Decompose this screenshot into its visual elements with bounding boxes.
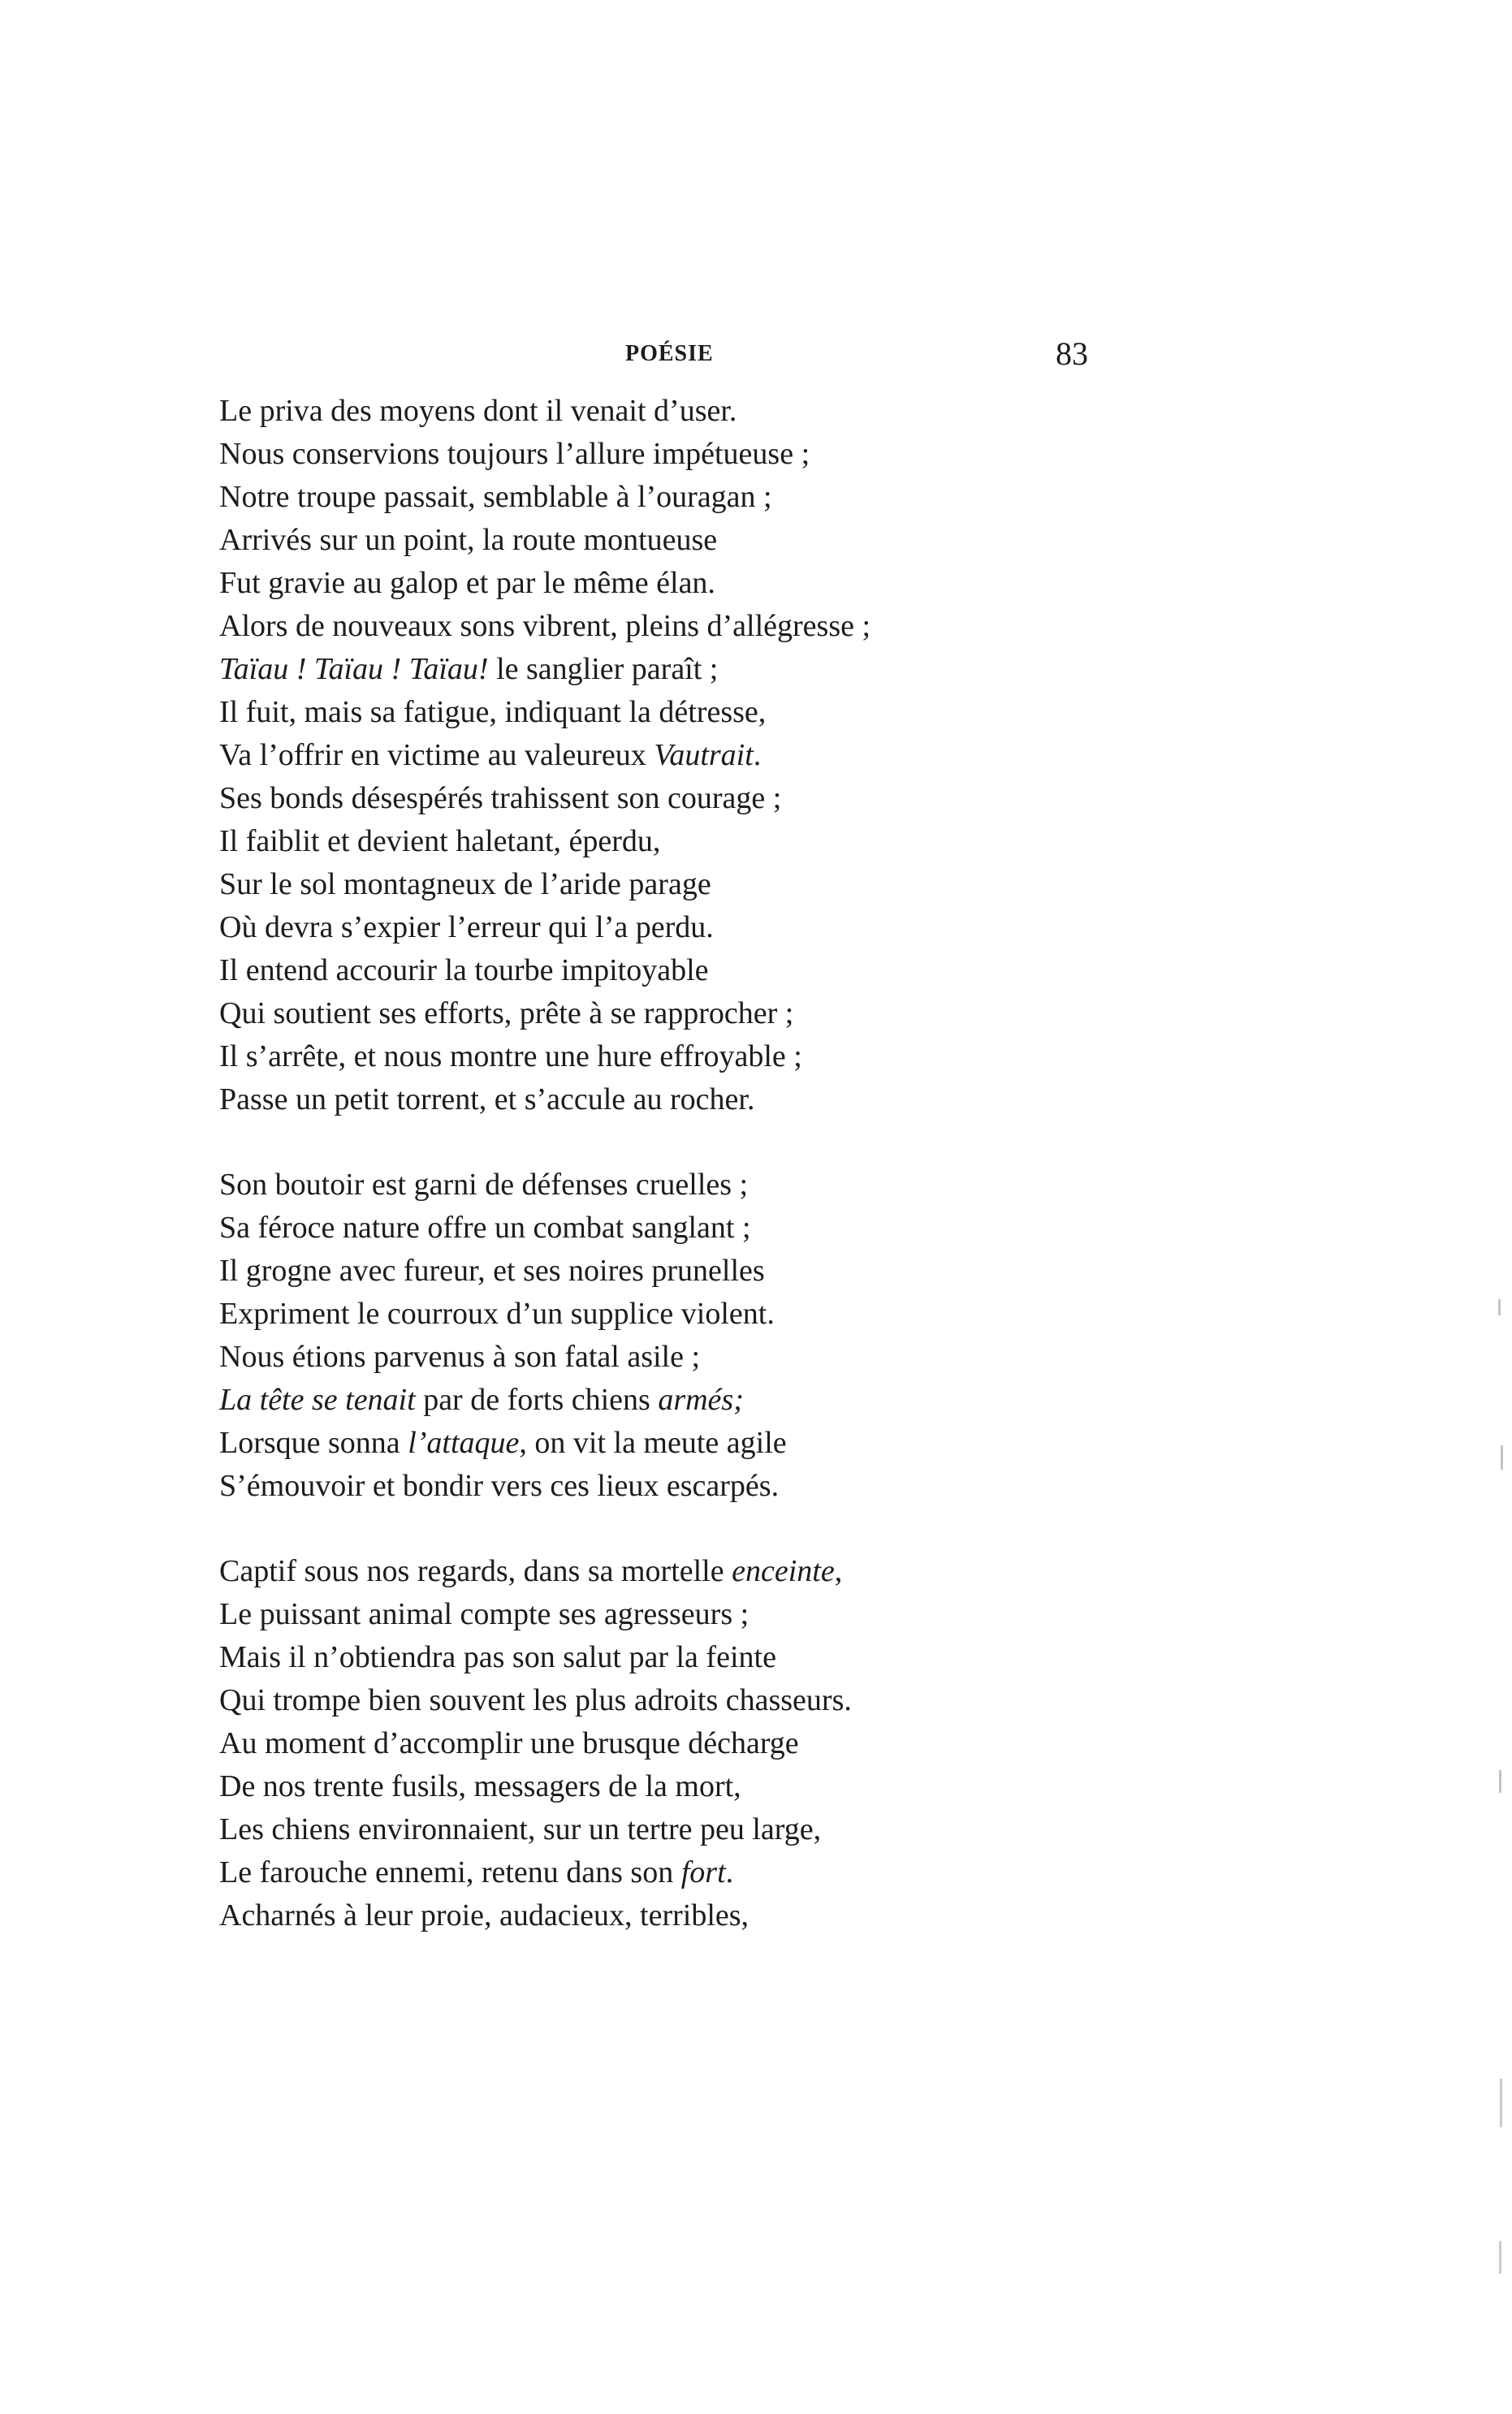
poem-line: [219, 820, 1031, 863]
page-number: 83: [1056, 335, 1088, 372]
text-segment: De nos trente fusils, messagers de la mort,: [219, 1769, 741, 1803]
text-segment: Il fuit, mais sa fatigue, indiquant la détresse,: [219, 695, 767, 729]
text-segment: Au moment d’accomplir une brusque décharge: [219, 1726, 799, 1760]
text-segment: Les chiens environnaient, sur un tertre peu large,: [219, 1812, 822, 1846]
poem-line: [219, 1336, 1031, 1379]
poem-line: [219, 949, 1031, 992]
poem-line: [219, 390, 1031, 433]
text-segment: Sur le sol montagneux de l’aride parage: [219, 867, 711, 901]
text-segment: Il s’arrête, et nous montre une hure effroyable ;: [219, 1039, 802, 1073]
poem-line: [219, 1679, 1031, 1722]
text-segment: Qui soutient ses efforts, prête à se rapprocher ;: [219, 996, 794, 1030]
text-segment: Le puissant animal compte ses agresseurs ;: [219, 1597, 750, 1631]
poem-line: [219, 476, 1031, 519]
text-segment: par de forts chiens: [415, 1383, 659, 1417]
text-segment: Arrivés sur un point, la route montueuse: [219, 523, 718, 557]
poem-line: [219, 1894, 1031, 1937]
text-segment: Il grogne avec fureur, et ses noires prunelles: [219, 1254, 765, 1288]
text-segment: Où devra s’expier l’erreur qui l’a perdu.: [219, 910, 714, 944]
page-header: [0, 335, 1512, 390]
text-segment: .: [725, 1855, 734, 1889]
poem-line: [219, 906, 1031, 949]
text-segment: Qui trompe bien souvent les plus adroits chasseurs.: [219, 1683, 852, 1717]
italic-segment: enceinte: [732, 1554, 835, 1588]
poem-line: [219, 1035, 1031, 1078]
text-segment: Le priva des moyens dont il venait d’user.: [219, 394, 737, 428]
poem-line: [219, 777, 1031, 820]
text-segment: Sa féroce nature offre un combat sanglant ;: [219, 1211, 751, 1245]
scan-mark: [1501, 1445, 1503, 1470]
poem-line: [219, 1207, 1031, 1250]
poem-line: [219, 1808, 1031, 1851]
poem-line: [219, 519, 1031, 562]
scan-mark: [1499, 1770, 1501, 1793]
text-segment: .: [753, 738, 762, 772]
italic-segment: La tête se tenait: [219, 1383, 416, 1417]
running-title: POÉSIE: [625, 341, 714, 366]
poem-line: [219, 734, 1031, 777]
text-segment: Lorsque sonna: [219, 1426, 408, 1460]
poem-line: [219, 433, 1031, 476]
poem-line: [219, 1250, 1031, 1293]
poem-line: [219, 1379, 1031, 1422]
italic-segment: l’attaque: [408, 1426, 520, 1460]
stanza: [219, 1550, 1031, 1937]
poem-line: [219, 992, 1031, 1035]
text-segment: Il faiblit et devient haletant, éperdu,: [219, 824, 661, 858]
poem-body: [219, 390, 1031, 1937]
poem-line: [219, 1765, 1031, 1808]
scan-mark: [1498, 1299, 1501, 1315]
text-segment: Le farouche ennemi, retenu dans son: [219, 1855, 681, 1889]
text-segment: Mais il n’obtiendra pas son salut par la feinte: [219, 1640, 776, 1674]
text-segment: Il entend accourir la tourbe impitoyable: [219, 953, 709, 987]
text-segment: Son boutoir est garni de défenses cruelles ;: [219, 1168, 749, 1202]
poem-line: [219, 648, 1031, 691]
poem-line: [219, 1636, 1031, 1679]
text-segment: Acharnés à leur proie, audacieux, terribles,: [219, 1898, 750, 1932]
poem-line: [219, 1851, 1031, 1894]
poem-line: [219, 562, 1031, 605]
italic-segment: fort: [680, 1855, 726, 1889]
poem-line: [219, 605, 1031, 648]
scan-mark: [1500, 2079, 1502, 2127]
text-segment: Ses bonds désespérés trahissent son courage ;: [219, 781, 782, 815]
text-segment: Passe un petit torrent, et s’accule au rocher.: [219, 1082, 755, 1116]
text-segment: Expriment le courroux d’un supplice violent.: [219, 1297, 775, 1331]
text-segment: ,: [834, 1554, 843, 1588]
text-segment: Alors de nouveaux sons vibrent, pleins d’allégresse ;: [219, 609, 871, 643]
text-segment: Notre troupe passait, semblable à l’ouragan ;: [219, 480, 772, 514]
text-segment: S’émouvoir et bondir vers ces lieux escarpés.: [219, 1469, 780, 1503]
text-segment: Fut gravie au galop et par le même élan.: [219, 566, 715, 600]
stanza: [219, 390, 1031, 1121]
poem-line: [219, 1722, 1031, 1765]
italic-segment: armés;: [658, 1383, 744, 1417]
text-segment: Nous conservions toujours l’allure impétueuse ;: [219, 437, 810, 471]
poem-line: [219, 1550, 1031, 1593]
poem-line: [219, 1293, 1031, 1336]
text-segment: Captif sous nos regards, dans sa mortelle: [219, 1554, 732, 1588]
text-segment: , on vit la meute agile: [519, 1426, 787, 1460]
text-segment: Nous étions parvenus à son fatal asile ;: [219, 1340, 701, 1374]
text-segment: le sanglier paraît ;: [488, 652, 719, 686]
text-segment: Va l’offrir en victime au valeureux: [219, 738, 654, 772]
poem-line: [219, 691, 1031, 734]
poem-line: [219, 863, 1031, 906]
poem-line: [219, 1593, 1031, 1636]
stanza: [219, 1164, 1031, 1508]
scan-mark: [1499, 2241, 1501, 2274]
poem-line: [219, 1465, 1031, 1508]
poem-line: [219, 1422, 1031, 1465]
poem-line: [219, 1164, 1031, 1207]
italic-segment: Vautrait: [654, 738, 754, 772]
italic-segment: Taïau ! Taïau ! Taïau!: [219, 652, 489, 686]
poem-line: [219, 1078, 1031, 1121]
